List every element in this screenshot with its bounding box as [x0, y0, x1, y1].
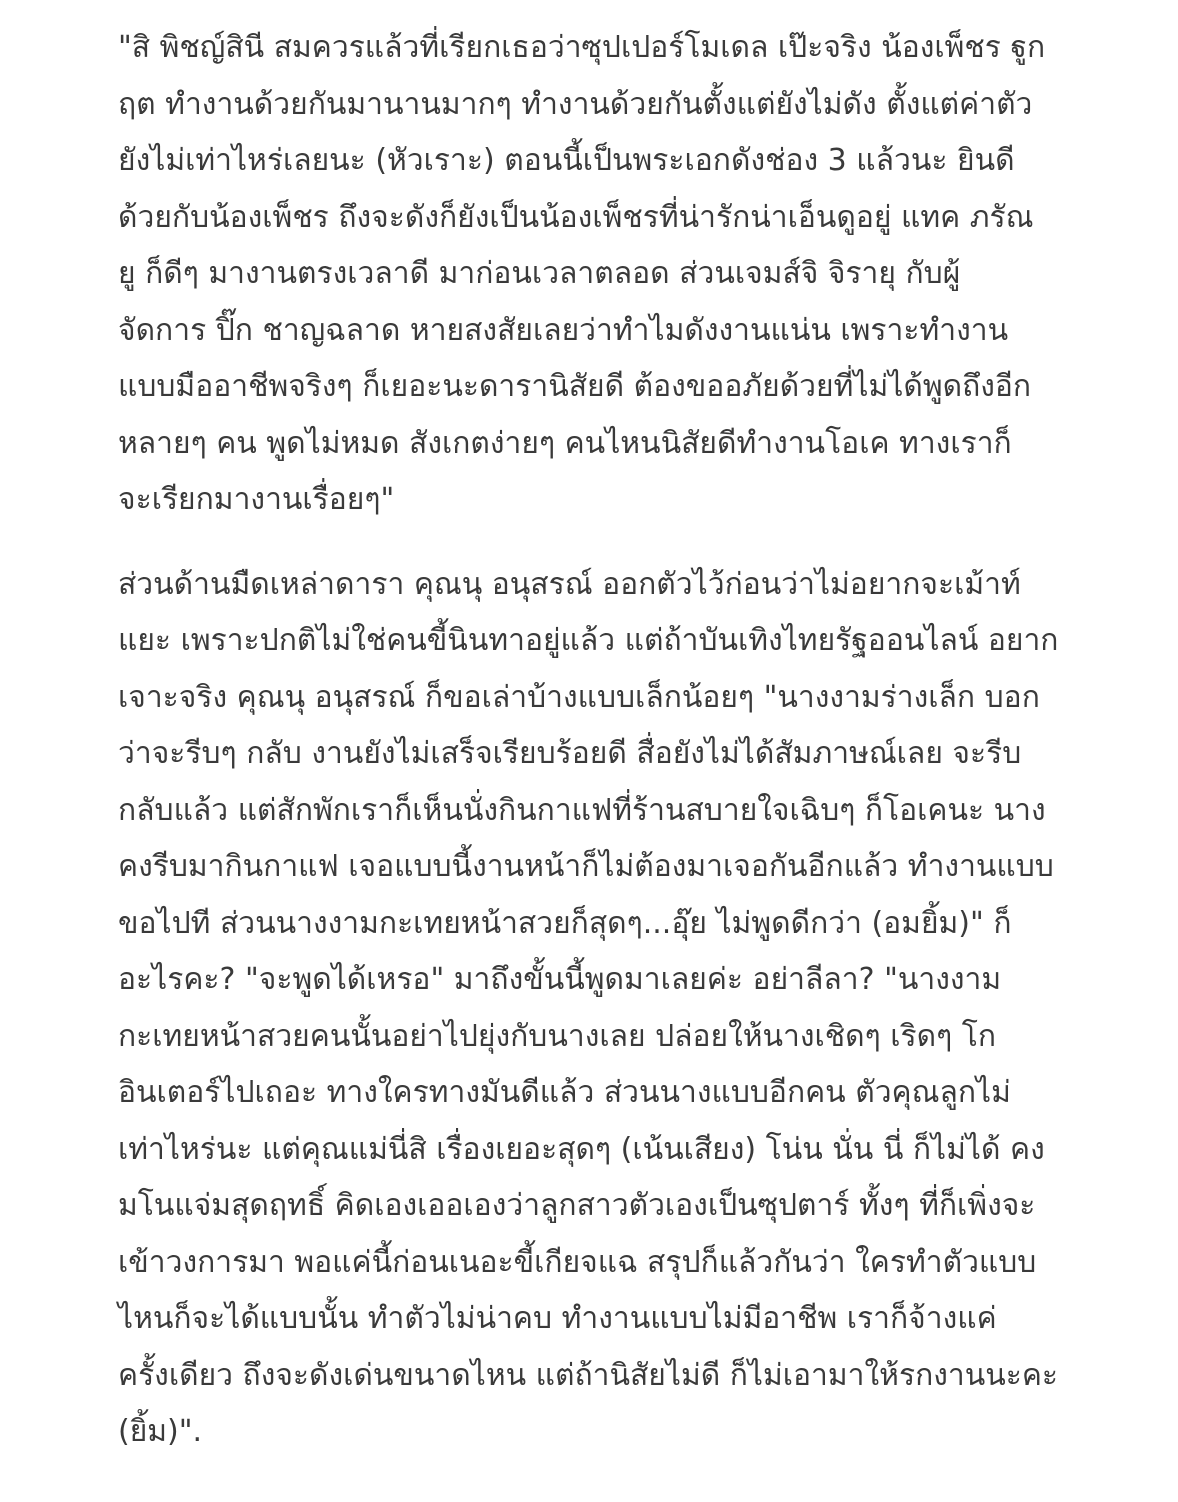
- text-line: กะเทยหน้าสวยคนนั้นอย่าไปยุ่งกับนางเลย ปล่อยให้นางเชิดๆ เริดๆ โก: [118, 1018, 997, 1054]
- text-line: จะเรียกมางานเรื่อยๆ": [118, 482, 395, 517]
- text-line: ฤต ทำงานด้วยกันมานานมากๆ ทำงานด้วยกันตั้งแต่ยังไม่ดัง ตั้งแต่ค่าตัว: [118, 86, 1033, 122]
- article-body: [118, 0, 1118, 1461]
- text-line: หลายๆ คน พูดไม่หมด สังเกตง่ายๆ คนไหนนิสัยดีทำงานโอเค ทางเราก็: [118, 425, 1012, 461]
- text-line: เท่าไหร่นะ แต่คุณแม่นี่สิ เรื่องเยอะสุดๆ (เน้นเสียง) โน่น นั่น นี่ ก็ไม่ได้ คง: [118, 1131, 1045, 1167]
- text-line: (ยิ้ม)".: [118, 1414, 203, 1449]
- text-line: แบบมืออาชีพจริงๆ ก็เยอะนะดารานิสัยดี ต้องขออภัยด้วยที่ไม่ได้พูดถึงอีก: [118, 369, 1032, 404]
- text-line: อินเตอร์ไปเถอะ ทางใครทางมันดีแล้ว ส่วนนางแบบอีกคน ตัวคุณลูกไม่: [118, 1075, 1011, 1110]
- text-line: อะไรคะ? "จะพูดได้เหรอ" มาถึงขั้นนี้พูดมาเลยค่ะ อย่าลีลา? "นางงาม: [118, 962, 1002, 997]
- text-line: มโนแจ่มสุดฤทธิ์ คิดเองเออเองว่าลูกสาวตัวเองเป็นซุปตาร์ ทั้งๆ ที่ก็เพิ่งจะ: [118, 1188, 1036, 1223]
- paragraph-dark-side: [118, 557, 1118, 1461]
- text-line: คงรีบมากินกาแฟ เจอแบบนี้งานหน้าก็ไม่ต้องมาเจอกันอีกแล้ว ทำงานแบบ: [118, 849, 1054, 884]
- text-line: ด้วยกับน้องเพ็ชร ถึงจะดังก็ยังเป็นน้องเพ็ชรที่น่ารักน่าเอ็นดูอยู่ แทค ภรัณ: [118, 199, 1034, 235]
- text-line: ว่าจะรีบๆ กลับ งานยังไม่เสร็จเรียบร้อยดี สื่อยังไม่ได้สัมภาษณ์เลย จะรีบ: [118, 736, 1022, 771]
- text-line: เข้าวงการมา พอแค่นี้ก่อนเนอะขี้เกียจแฉ สรุปก็แล้วกันว่า ใครทำตัวแบบ: [118, 1244, 1037, 1280]
- text-line: ส่วนด้านมืดเหล่าดารา คุณนุ อนุสรณ์ ออกตัวไว้ก่อนว่าไม่อยากจะเม้าท์: [118, 566, 1021, 602]
- text-line: จัดการ ปิ๊ก ชาญฉลาด หายสงสัยเลยว่าทำไมดังงานแน่น เพราะทำงาน: [118, 312, 1009, 348]
- text-line: ยู ก็ดีๆ มางานตรงเวลาดี มาก่อนเวลาตลอด ส่วนเจมส์จิ จิรายุ กับผู้: [118, 256, 961, 291]
- text-line: "สิ พิชญ์สินี สมควรแล้วที่เรียกเธอว่าซุปเปอร์โมเดล เป๊ะจริง น้องเพ็ชร ฐูก: [118, 30, 1046, 65]
- text-line: แยะ เพราะปกติไม่ใช่คนขี้นินทาอยู่แล้ว แต่ถ้าบันเทิงไทยรัฐออนไลน์ อยาก: [118, 623, 1059, 658]
- paragraph-quote: [118, 0, 1118, 529]
- text-line: เจาะจริง คุณนุ อนุสรณ์ ก็ขอเล่าบ้างแบบเล็กน้อยๆ "นางงามร่างเล็ก บอก: [118, 679, 1040, 715]
- text-line: กลับแล้ว แต่สักพักเราก็เห็นนั่งกินกาแฟที่ร้านสบายใจเฉิบๆ ก็โอเคนะ นาง: [118, 792, 1046, 828]
- text-line: ยังไม่เท่าไหร่เลยนะ (หัวเราะ) ตอนนี้เป็นพระเอกดังช่อง 3 แล้วนะ ยินดี: [118, 143, 1015, 178]
- text-line: ไหนก็จะได้แบบนั้น ทำตัวไม่น่าคบ ทำงานแบบไม่มีอาชีพ เราก็จ้างแค่: [118, 1301, 997, 1336]
- text-line: ครั้งเดียว ถึงจะดังเด่นขนาดไหน แต่ถ้านิสัยไม่ดี ก็ไม่เอามาให้รกงานนะคะ: [118, 1357, 1059, 1393]
- text-line: ขอไปที ส่วนนางงามกะเทยหน้าสวยก็สุดๆ...อุ๊ย ไม่พูดดีกว่า (อมยิ้ม)" ก็: [118, 905, 1012, 941]
